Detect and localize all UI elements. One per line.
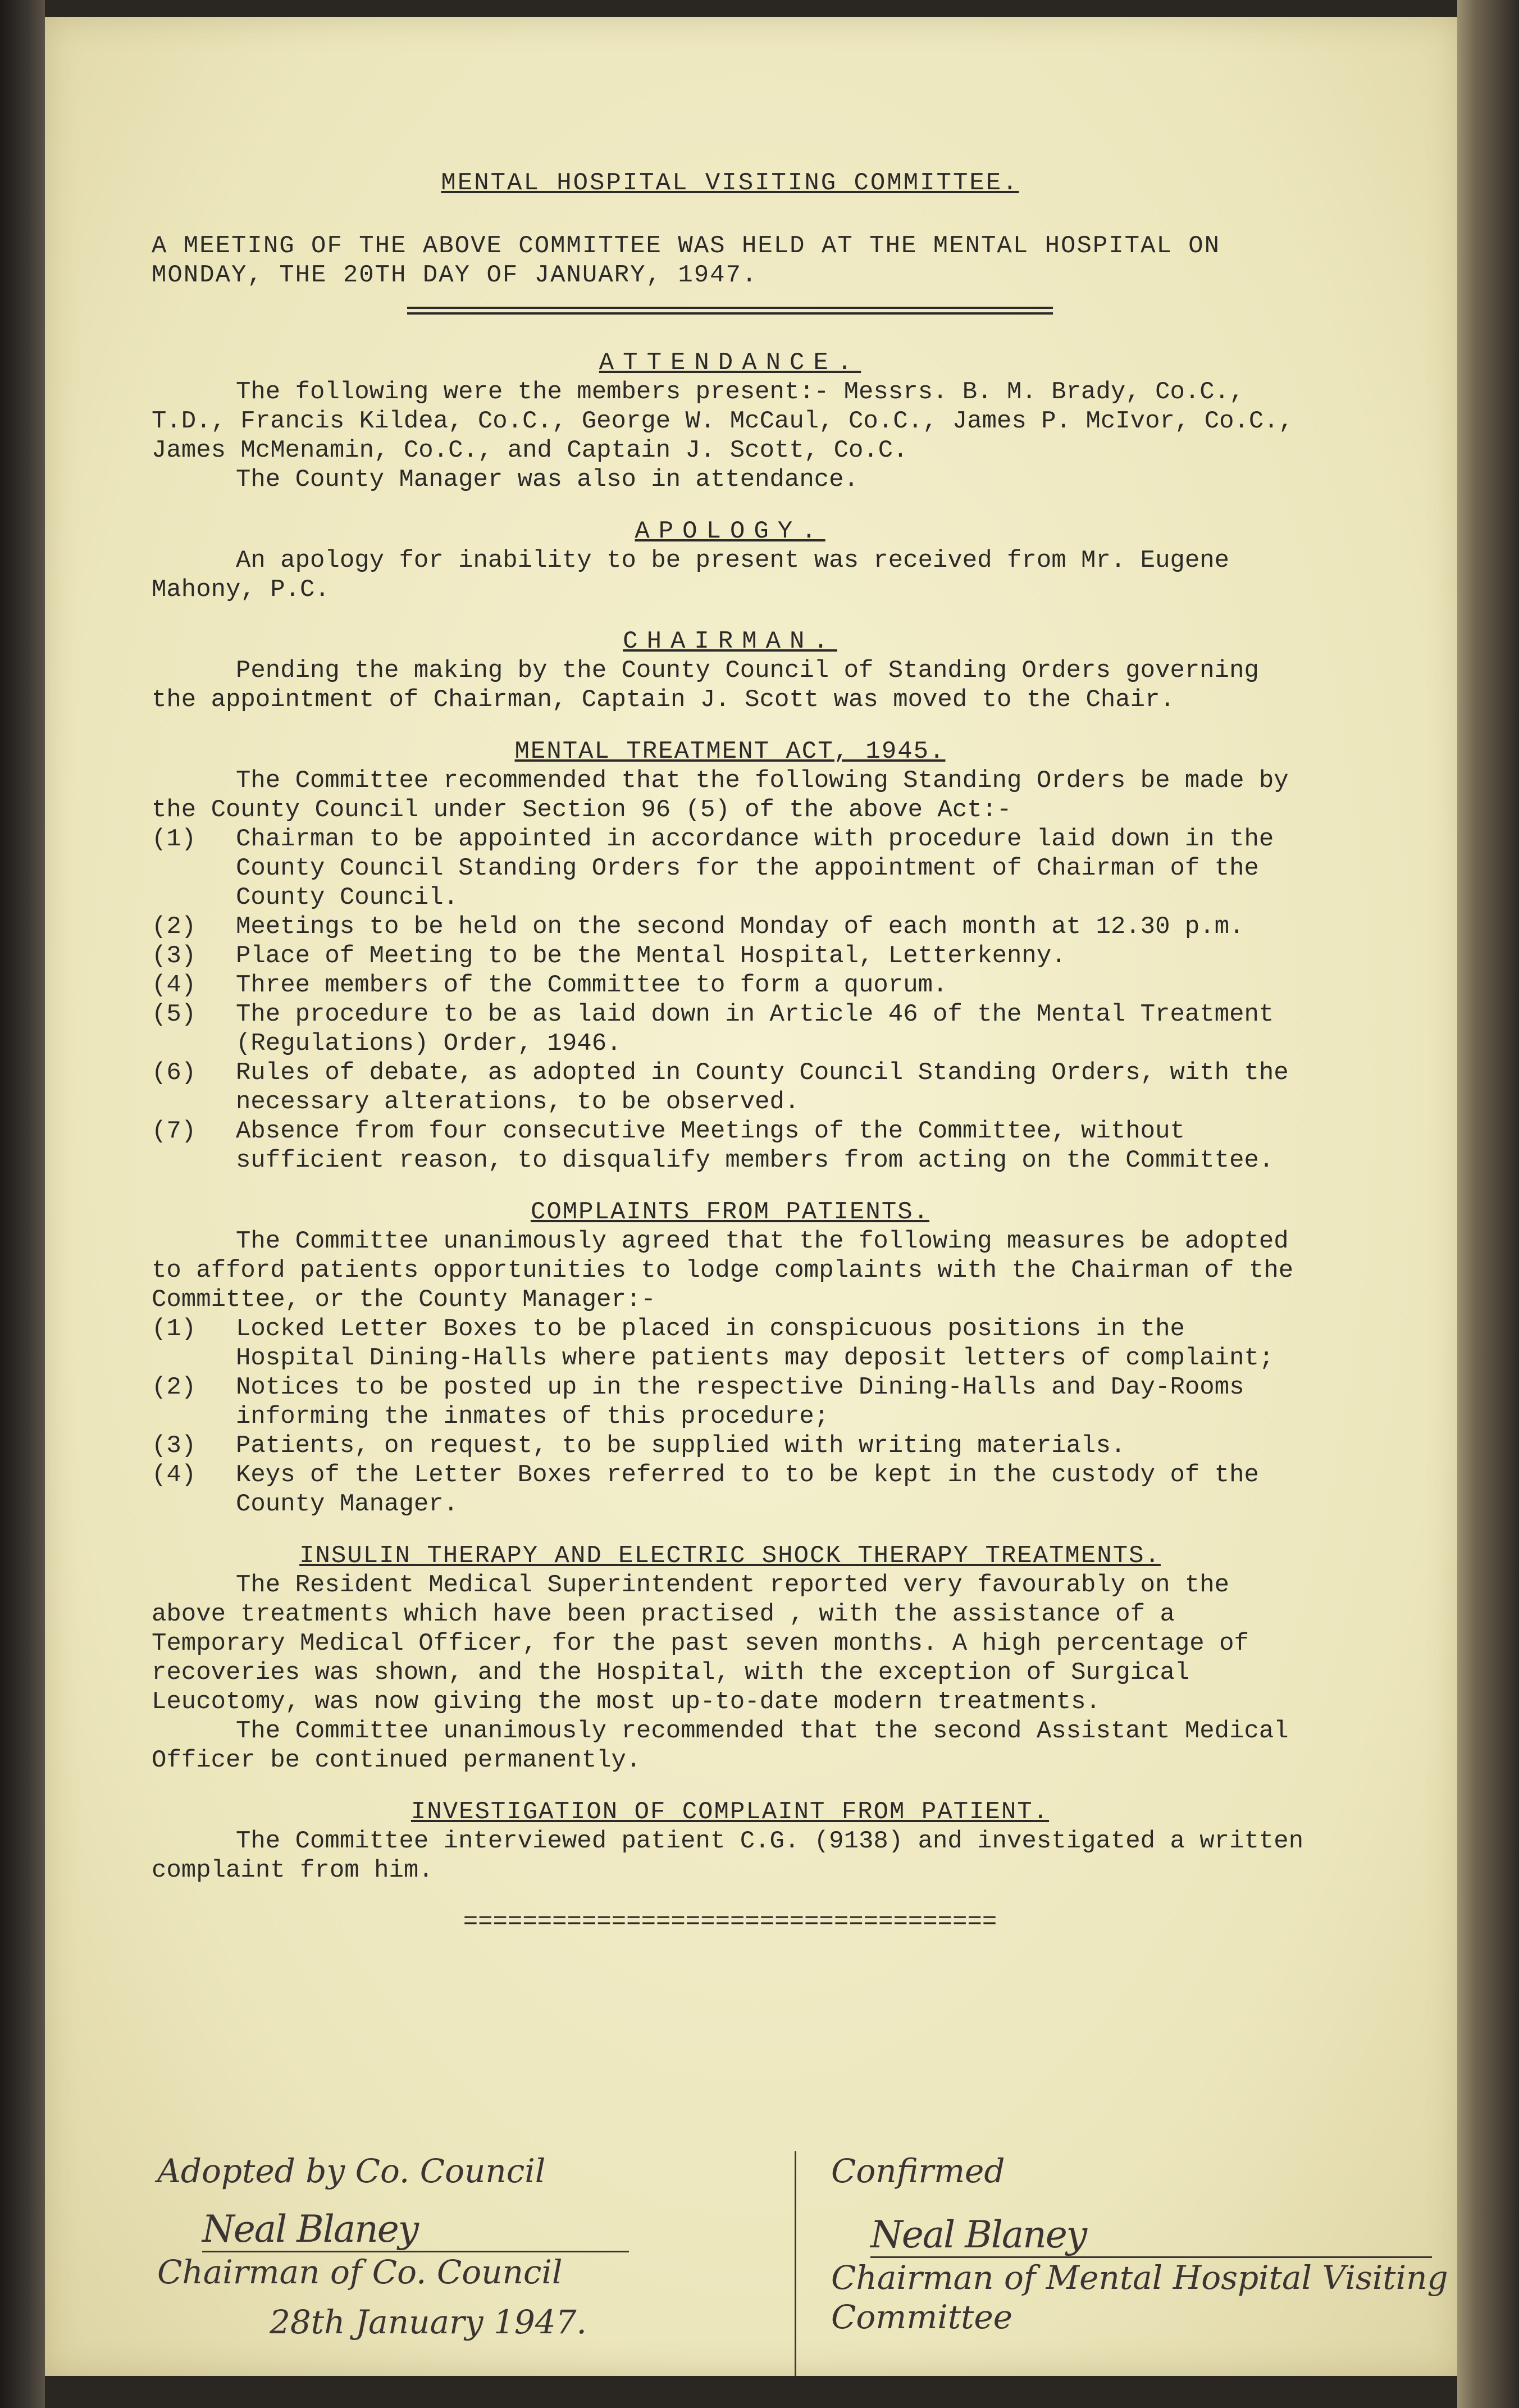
list-item xyxy=(152,941,1308,971)
mental-treatment-heading: MENTAL TREATMENT ACT, 1945. xyxy=(514,738,946,766)
list-item-number: (3) xyxy=(152,942,197,970)
chairman-heading: CHAIRMAN. xyxy=(623,627,837,656)
list-item-text: Rules of debate, as adopted in County Council Standing Orders, with the necessary alterations, to be observed. xyxy=(236,1059,1289,1116)
attendance-section xyxy=(152,348,1308,494)
list-item-number: (6) xyxy=(152,1059,197,1087)
insulin-text: The Resident Medical Superintendent reported very favourably on the above treatments which have been practised , with the assistance of a Temporary Medical Officer, for the past seven months. A high percentage of recoveries was shown, and the Hospital, with the exception of Surgical Leucotomy, was now giving the most up-to-date modern treatments. xyxy=(152,1571,1249,1716)
list-item-text: The procedure to be as laid down in Article 46 of the Mental Treatment (Regulations) Order, 1946. xyxy=(236,1000,1274,1058)
document-body xyxy=(152,169,1308,1942)
attendance-heading: ATTENDANCE. xyxy=(599,349,861,377)
dashed-divider: ==================================== xyxy=(463,1908,997,1936)
chairman-signature: Neal Blaney xyxy=(202,2207,629,2252)
complaints-text: The Committee unanimously agreed that the following measures be adopted to afford patients opportunities to lodge complaints with the Chairman of the Committee, or the County Manager:- xyxy=(152,1227,1294,1314)
list-item xyxy=(152,912,1308,941)
list-item xyxy=(152,1000,1308,1058)
chairman-section xyxy=(152,627,1308,714)
committee-signatory-title: Chairman of Mental Hospital Visiting Committee xyxy=(831,2259,1448,2336)
list-item xyxy=(152,1431,1308,1460)
committee-chairman-signature: Neal Blaney xyxy=(870,2213,1432,2258)
list-item-text: Meetings to be held on the second Monday of each month at 12.30 p.m. xyxy=(236,913,1244,941)
list-item-number: (5) xyxy=(152,1000,197,1028)
list-item-text: Absence from four consecutive Meetings of the Committee, without sufficient reason, to disqualify members from acting on the Committee. xyxy=(236,1117,1274,1175)
list-item xyxy=(152,971,1308,1000)
list-item-number: (7) xyxy=(152,1117,197,1145)
apology-section xyxy=(152,517,1308,604)
mental-treatment-section xyxy=(152,737,1308,1175)
mental-treatment-text: The Committee recommended that the following Standing Orders be made by the County Council under Section 96 (5) of the above Act:- xyxy=(152,767,1289,824)
adoption-date: 28th January 1947. xyxy=(270,2303,587,2341)
insulin-heading: INSULIN THERAPY AND ELECTRIC SHOCK THERAPY TREATMENTS. xyxy=(299,1542,1161,1570)
attendance-text: The following were the members present:- Messrs. B. M. Brady, Co.C., T.D., Francis Kildea, Co.C., George W. McCaul, Co.C., James P. McIvor, Co.C., James McMenamin, Co.C., and Captain J. Scott, Co.C. xyxy=(152,378,1294,465)
insulin-section xyxy=(152,1541,1308,1775)
meeting-intro: A MEETING OF THE ABOVE COMMITTEE WAS HELD AT THE MENTAL HOSPITAL ON MONDAY, THE 20TH DAY OF JANUARY, 1947. xyxy=(152,232,1221,289)
list-item xyxy=(152,1460,1308,1519)
list-item-text: Place of Meeting to be the Mental Hospital, Letterkenny. xyxy=(236,942,1066,970)
list-item-number: (1) xyxy=(152,825,197,853)
adoption-signature-block xyxy=(157,2151,747,2341)
complaints-section xyxy=(152,1198,1308,1519)
apology-heading: APOLOGY. xyxy=(635,517,825,545)
standing-orders-list xyxy=(152,825,1308,1175)
list-item xyxy=(152,1373,1308,1431)
confirmed-note: Confirmed xyxy=(831,2152,1005,2190)
list-item xyxy=(152,1314,1308,1373)
list-item-number: (4) xyxy=(152,1461,197,1489)
list-item-text: Notices to be posted up in the respective Dining-Halls and Day-Rooms informing the inmates of this procedure; xyxy=(236,1373,1244,1431)
insulin-recommendation-text: The Committee unanimously recommended that the second Assistant Medical Officer be continued permanently. xyxy=(152,1717,1289,1774)
confirmation-signature-block xyxy=(831,2151,1449,2337)
list-item-number: (1) xyxy=(152,1315,197,1343)
investigation-text: The Committee interviewed patient C.G. (9138) and investigated a written complaint from him. xyxy=(152,1827,1304,1884)
list-item-text: Keys of the Letter Boxes referred to to be kept in the custody of the County Manager. xyxy=(236,1461,1259,1518)
list-item xyxy=(152,1117,1308,1175)
list-item xyxy=(152,825,1308,912)
signature-divider xyxy=(795,2151,796,2376)
double-rule-divider xyxy=(407,307,1053,315)
document-page xyxy=(45,17,1463,2376)
list-item-number: (2) xyxy=(152,1373,197,1401)
signature-area xyxy=(129,2151,1448,2387)
book-binding-right xyxy=(1457,0,1519,2408)
chairman-text: Pending the making by the County Council of Standing Orders governing the appointment of Chairman, Captain J. Scott was moved to the Chair. xyxy=(152,657,1259,714)
list-item-text: Chairman to be appointed in accordance with procedure laid down in the County Council Standing Orders for the appointment of Chairman of the County Council. xyxy=(236,825,1274,912)
book-binding-left xyxy=(0,0,45,2408)
complaints-measures-list xyxy=(152,1314,1308,1519)
list-item xyxy=(152,1058,1308,1117)
adopted-note: Adopted by Co. Council xyxy=(157,2152,546,2190)
investigation-section xyxy=(152,1797,1308,1885)
attendance-manager-text: The County Manager was also in attendance. xyxy=(236,466,859,494)
page-title: MENTAL HOSPITAL VISITING COMMITTEE. xyxy=(441,169,1019,197)
list-item-text: Locked Letter Boxes to be placed in conspicuous positions in the Hospital Dining-Halls where patients may deposit letters of complaint; xyxy=(236,1315,1274,1372)
apology-text: An apology for inability to be present was received from Mr. Eugene Mahony, P.C. xyxy=(152,547,1230,604)
list-item-number: (3) xyxy=(152,1432,197,1460)
list-item-number: (4) xyxy=(152,971,197,999)
list-item-number: (2) xyxy=(152,913,197,941)
signatory-title: Chairman of Co. Council xyxy=(157,2253,563,2291)
complaints-heading: COMPLAINTS FROM PATIENTS. xyxy=(530,1198,930,1226)
list-item-text: Patients, on request, to be supplied with writing materials. xyxy=(236,1432,1126,1460)
list-item-text: Three members of the Committee to form a quorum. xyxy=(236,971,948,999)
investigation-heading: INVESTIGATION OF COMPLAINT FROM PATIENT. xyxy=(410,1798,1050,1826)
